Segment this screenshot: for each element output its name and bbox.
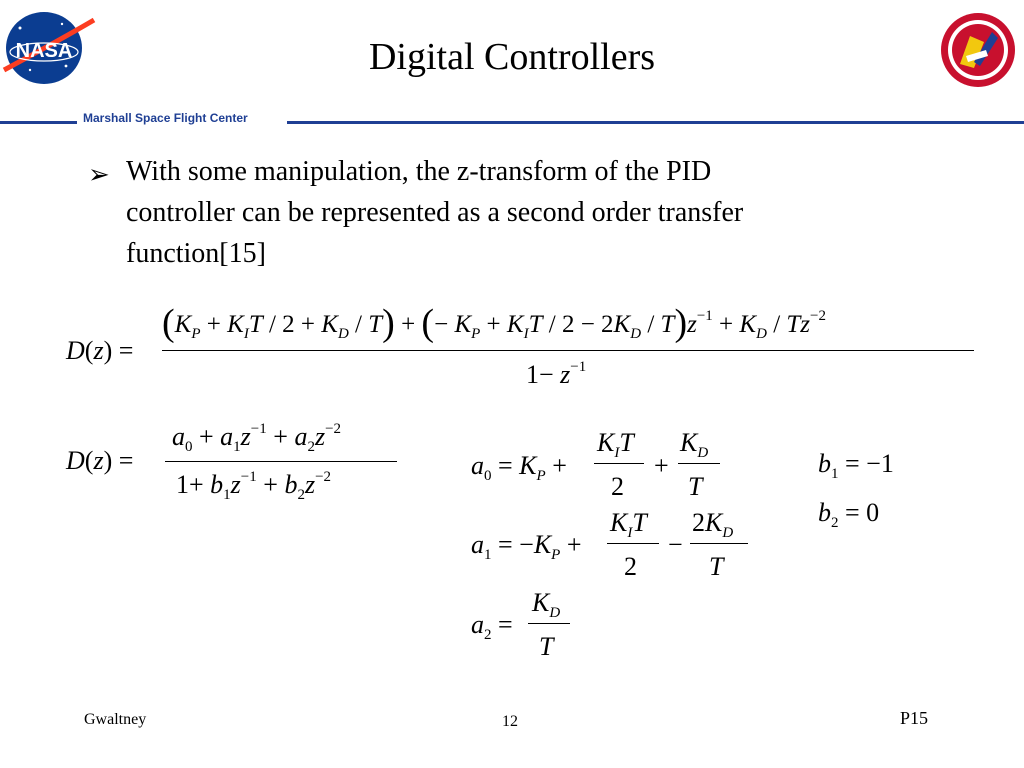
- a0-fraction-bar-1: [594, 463, 644, 464]
- a1-fraction-bar-2: [690, 543, 748, 544]
- a0-lhs: $a_0 = K_P$ +: [471, 451, 567, 484]
- a0-plus: +: [654, 451, 669, 480]
- a1-denominator-t: T: [709, 552, 724, 581]
- footer-author: Gwaltney: [84, 711, 147, 728]
- b2-equation: $b_2 = 0$: [818, 498, 880, 531]
- eq1-lhs: D(z) =: [66, 336, 134, 365]
- a1-denominator-2: 2: [624, 552, 637, 581]
- engineering-directorate-logo: [940, 12, 1016, 88]
- page-title: Digital Controllers: [368, 36, 656, 78]
- a2-kd-numerator: $K_D$: [532, 588, 561, 621]
- header-rule-left: [0, 121, 77, 124]
- center-name: Marshall Space Flight Center: [83, 111, 248, 125]
- eq2-numerator: $a_0 + a_1z^{-1} + a_2z^{-2}$: [172, 421, 342, 455]
- a0-kd-numerator: $K_D$: [680, 428, 709, 461]
- footer-slide-ref: P15: [900, 708, 929, 728]
- a1-minus: −: [668, 530, 683, 559]
- a1-lhs: $a_1 = -K_P$ +: [471, 530, 582, 563]
- eq2-fraction-bar: [165, 461, 397, 462]
- eq1-fraction-bar: [162, 350, 974, 351]
- footer-page-number: 12: [502, 713, 518, 730]
- bullet-line-2: controller can be represented as a second order transfer: [126, 197, 744, 228]
- a0-fraction-bar-2: [678, 463, 720, 464]
- eq2-denominator: $1+ b_1z^{-1} + b_2z^{-2}$: [176, 469, 332, 503]
- a1-fraction-bar-1: [607, 543, 659, 544]
- a0-denominator-t: T: [688, 472, 703, 501]
- svg-text:NASA: NASA: [15, 40, 73, 62]
- a0-kit-numerator: $K_IT$: [597, 428, 634, 461]
- a1-kd-numerator: $2K_D$: [692, 508, 734, 541]
- bullet-line-1: With some manipulation, the z-transform of the PID: [126, 156, 712, 187]
- a0-denominator-2: 2: [611, 472, 624, 501]
- eq1-numerator: $(K_P + K_IT / 2 + K_D / T)$ + (− $K_P + K_IT / 2 - 2K_D / T)z^{-1} + K_D / Tz^{-2}$: [162, 302, 826, 344]
- eq2-lhs: D(z) =: [66, 446, 134, 475]
- header-rule-right: [287, 121, 1024, 124]
- bullet-arrow-icon: ➢: [88, 160, 110, 190]
- a2-denominator-t: T: [539, 632, 554, 661]
- a1-kit-numerator: $K_IT$: [610, 508, 647, 541]
- b1-equation: $b_1 = -1$: [818, 449, 894, 482]
- eq1-denominator: $1- z^{-1}$: [526, 359, 587, 389]
- a2-fraction-bar: [528, 623, 570, 624]
- bullet-line-3: function[15]: [126, 238, 266, 269]
- a2-lhs: $a_2$ =: [471, 610, 513, 643]
